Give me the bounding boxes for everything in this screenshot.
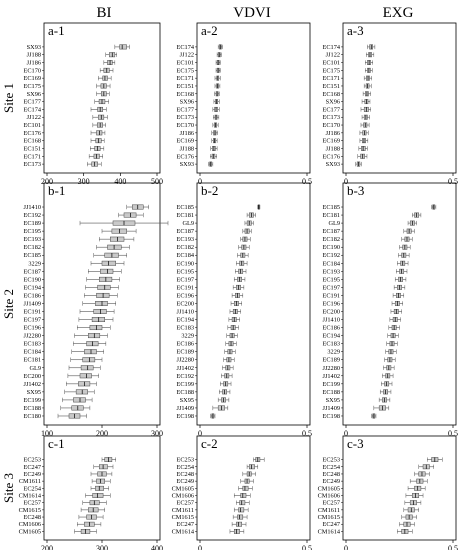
category-label: EC171	[322, 75, 340, 83]
category-label: EC257	[176, 499, 194, 507]
category-label: JJ186	[179, 129, 194, 137]
panel-label: b-2	[201, 183, 219, 198]
category-label: EC193	[23, 236, 41, 244]
category-label: EC249	[176, 478, 194, 486]
category-label: EC169	[176, 137, 194, 145]
box	[98, 285, 111, 289]
category-label: JJ1410	[176, 308, 194, 316]
category-label: EC182	[322, 236, 340, 244]
category-label: JJ1410	[23, 204, 41, 212]
x-tick-label: 0.5	[448, 429, 458, 438]
category-label: EC174	[176, 43, 194, 51]
category-label: JJ1402	[23, 380, 41, 388]
category-label: CM1605	[171, 485, 194, 493]
x-tick-label: 0.5	[448, 544, 458, 550]
category-label: SX93	[325, 161, 340, 169]
category-label: CM1605	[18, 528, 41, 536]
category-label: EC196	[23, 324, 41, 332]
category-label: EC187	[176, 228, 194, 236]
category-label: JJ1409	[176, 404, 194, 412]
category-label: JJ122	[179, 51, 194, 59]
box	[124, 213, 136, 217]
category-label: JJ188	[325, 145, 340, 153]
category-label: SX93	[26, 43, 41, 51]
category-label: EC196	[322, 300, 340, 308]
x-tick-label: 0.5	[302, 177, 312, 186]
category-label: CM1611	[317, 506, 340, 514]
category-label: EC247	[176, 521, 194, 529]
category-label: EC189	[176, 348, 194, 356]
category-label: EC253	[23, 456, 41, 464]
category-label: EC174	[322, 43, 340, 51]
category-label: EC198	[322, 412, 340, 420]
category-label: EC173	[23, 161, 41, 169]
category-label: EC253	[176, 456, 194, 464]
box	[240, 501, 245, 505]
category-label: EC171	[176, 75, 194, 83]
x-tick-label: 500	[151, 177, 163, 186]
category-label: EC174	[23, 106, 41, 114]
category-label: JJ2280	[23, 332, 41, 340]
panel-label: b-3	[347, 183, 365, 198]
category-label: EC196	[176, 292, 194, 300]
x-tick-label: 300	[96, 544, 108, 550]
category-label: JJ122	[26, 114, 41, 122]
box	[95, 301, 107, 305]
box	[120, 45, 127, 49]
x-tick-label: 400	[151, 544, 163, 550]
category-label: CM1614	[171, 528, 194, 536]
row-title: Site 1	[0, 83, 16, 113]
category-label: EC176	[322, 153, 340, 161]
category-label: EC247	[23, 463, 41, 471]
category-label: 3229	[327, 348, 340, 356]
category-label: GL9	[328, 220, 340, 228]
category-label: EC182	[176, 244, 194, 252]
category-label: 3229	[181, 332, 194, 340]
category-label: CM1614	[317, 528, 340, 536]
column-title: BI	[96, 5, 112, 21]
category-label: EC185	[322, 204, 340, 212]
category-label: EC173	[176, 114, 194, 122]
category-label: 3229	[28, 260, 41, 268]
category-label: EC200	[322, 308, 340, 316]
category-label: EC151	[322, 82, 340, 90]
panel-label: a-3	[347, 23, 364, 38]
x-tick-label: 0.5	[302, 429, 312, 438]
category-label: EC190	[23, 276, 41, 284]
row-title: Site 3	[0, 473, 16, 503]
category-label: JJ1402	[176, 364, 194, 372]
category-label: EC194	[176, 316, 194, 324]
category-label: EC170	[23, 67, 41, 75]
category-label: EC151	[23, 145, 41, 153]
category-label: JJ2280	[322, 364, 340, 372]
category-label: EC190	[176, 260, 194, 268]
category-label: JJ2280	[176, 356, 194, 364]
category-label: JJ1409	[322, 404, 340, 412]
category-label: EC175	[322, 67, 340, 75]
category-label: EC177	[176, 106, 194, 114]
category-label: EC195	[176, 268, 194, 276]
x-tick-label: 300	[77, 177, 90, 186]
category-label: EC191	[322, 292, 340, 300]
category-label: EC191	[176, 284, 194, 292]
category-label: SX95	[26, 388, 41, 396]
category-label: EC248	[23, 514, 41, 522]
category-label: EC170	[176, 122, 194, 130]
x-tick-label: 200	[41, 177, 53, 186]
column-title: VDVI	[233, 5, 271, 21]
category-label: EC175	[23, 82, 41, 90]
category-label: EC195	[23, 228, 41, 236]
category-label: EC184	[176, 252, 194, 260]
category-label: EC176	[23, 129, 41, 137]
category-label: EC200	[176, 300, 194, 308]
category-label: CM1611	[171, 506, 194, 514]
category-label: CM1614	[18, 492, 41, 500]
category-label: EC249	[23, 470, 41, 478]
box	[234, 529, 239, 533]
category-label: EC186	[23, 292, 41, 300]
category-label: EC248	[322, 470, 340, 478]
x-tick-label: 0.5	[302, 544, 312, 550]
category-label: CM1611	[18, 478, 41, 486]
category-label: EC191	[23, 308, 41, 316]
category-label: GL9	[29, 364, 41, 372]
column-title: EXG	[382, 5, 414, 21]
category-label: EC183	[176, 324, 194, 332]
row-title: Site 2	[0, 289, 16, 319]
box	[84, 349, 96, 353]
category-label: EC180	[23, 412, 41, 420]
category-label: CM1606	[317, 492, 340, 500]
category-label: EC188	[23, 404, 41, 412]
category-label: EC168	[23, 137, 41, 145]
category-label: EC254	[322, 463, 340, 471]
category-label: EC254	[23, 485, 41, 493]
category-label: EC192	[23, 212, 41, 220]
category-label: EC188	[322, 388, 340, 396]
category-label: EC185	[23, 252, 41, 260]
category-label: EC187	[322, 228, 340, 236]
x-tick-label: 200	[41, 544, 53, 550]
category-label: EC194	[322, 332, 340, 340]
category-label: EC186	[322, 324, 340, 332]
panel-frame	[197, 183, 310, 425]
category-label: EC197	[23, 316, 41, 324]
box	[236, 522, 241, 526]
category-label: SX96	[26, 90, 41, 98]
category-label: CM1605	[317, 485, 340, 493]
category-label: EC151	[176, 82, 194, 90]
panel-frame	[44, 23, 160, 173]
panel-label: a-2	[201, 23, 218, 38]
category-label: EC193	[322, 268, 340, 276]
category-label: EC192	[322, 252, 340, 260]
box	[243, 486, 248, 490]
category-label: EC248	[176, 470, 194, 478]
category-label: EC194	[23, 284, 41, 292]
x-tick-label: 0	[344, 429, 348, 438]
category-label: EC177	[322, 106, 340, 114]
category-label: EC198	[176, 412, 194, 420]
x-tick-label: 0	[344, 177, 348, 186]
category-label: EC199	[322, 380, 340, 388]
category-label: SX95	[179, 396, 194, 404]
category-label: JJ186	[26, 59, 41, 67]
category-label: CM1606	[171, 492, 194, 500]
box	[83, 358, 95, 362]
x-tick-label: 0	[198, 544, 202, 550]
category-label: EC181	[176, 212, 194, 220]
x-tick-label: 300	[151, 429, 163, 438]
category-label: EC101	[23, 122, 41, 130]
category-label: EC199	[23, 396, 41, 404]
category-label: SX96	[179, 98, 194, 106]
x-tick-label: 0.5	[448, 177, 458, 186]
category-label: EC177	[23, 98, 41, 106]
category-label: JJ122	[325, 51, 340, 59]
panel-frame	[197, 436, 310, 540]
box	[80, 374, 92, 378]
category-label: EC188	[176, 388, 194, 396]
category-label: EC190	[322, 244, 340, 252]
category-label: EC189	[322, 356, 340, 364]
category-label: EC192	[176, 372, 194, 380]
box	[249, 465, 254, 469]
category-label: EC249	[322, 478, 340, 486]
panel-frame	[343, 23, 456, 173]
category-label: JJ1410	[322, 316, 340, 324]
category-label: CM1615	[18, 506, 41, 514]
x-tick-label: 100	[41, 429, 53, 438]
box	[100, 269, 113, 273]
category-label: SX95	[325, 396, 340, 404]
x-tick-label: 0	[198, 429, 202, 438]
category-label: JJ1402	[322, 372, 340, 380]
panel-label: b-1	[48, 183, 66, 198]
category-label: CM1615	[171, 514, 194, 522]
category-label: EC185	[176, 204, 194, 212]
category-label: EC254	[176, 463, 194, 471]
category-label: EC197	[322, 284, 340, 292]
category-label: JJ186	[325, 129, 340, 137]
category-label: JJ188	[26, 51, 41, 59]
category-label: SX93	[179, 161, 194, 169]
category-label: SX96	[325, 98, 340, 106]
category-label: GL9	[182, 220, 194, 228]
category-label: EC187	[23, 268, 41, 276]
x-tick-label: 400	[114, 177, 127, 186]
category-label: EC183	[322, 340, 340, 348]
panel-label: c-3	[347, 436, 364, 451]
category-label: EC200	[23, 372, 41, 380]
box	[73, 398, 85, 402]
category-label: EC101	[322, 59, 340, 67]
category-label: EC168	[322, 90, 340, 98]
category-label: JJ1409	[23, 300, 41, 308]
category-label: EC170	[322, 122, 340, 130]
box	[81, 366, 93, 370]
panel-label: a-1	[48, 23, 65, 38]
box	[237, 515, 242, 519]
category-label: EC193	[176, 236, 194, 244]
category-label: EC197	[176, 276, 194, 284]
category-label: EC169	[322, 137, 340, 145]
category-label: EC247	[322, 521, 340, 529]
category-label: CM1615	[317, 514, 340, 522]
category-label: EC257	[322, 499, 340, 507]
panel-label: c-2	[201, 436, 218, 451]
category-label: EC101	[176, 59, 194, 67]
box	[239, 508, 244, 512]
x-tick-label: 0	[198, 177, 202, 186]
box	[90, 325, 102, 329]
box	[241, 493, 246, 497]
category-label: EC195	[322, 276, 340, 284]
category-label: EC181	[322, 212, 340, 220]
category-label: EC253	[322, 456, 340, 464]
x-tick-label: 0	[344, 544, 348, 550]
category-label: EC175	[176, 67, 194, 75]
category-label: EC171	[23, 153, 41, 161]
category-label: EC184	[23, 348, 41, 356]
category-label: EC181	[23, 356, 41, 364]
category-label: EC199	[176, 380, 194, 388]
category-label: EC182	[23, 244, 41, 252]
category-label: EC257	[23, 499, 41, 507]
category-label: EC169	[23, 75, 41, 83]
category-label: JJ188	[179, 145, 194, 153]
panel-label: c-1	[48, 436, 65, 451]
category-label: EC173	[322, 114, 340, 122]
category-label: EC183	[23, 340, 41, 348]
category-label: EC168	[176, 90, 194, 98]
category-label: EC186	[176, 340, 194, 348]
category-label: CM1606	[18, 521, 41, 529]
x-tick-label: 200	[96, 429, 108, 438]
category-label: EC189	[23, 220, 41, 228]
category-label: EC176	[176, 153, 194, 161]
category-label: EC184	[322, 260, 340, 268]
